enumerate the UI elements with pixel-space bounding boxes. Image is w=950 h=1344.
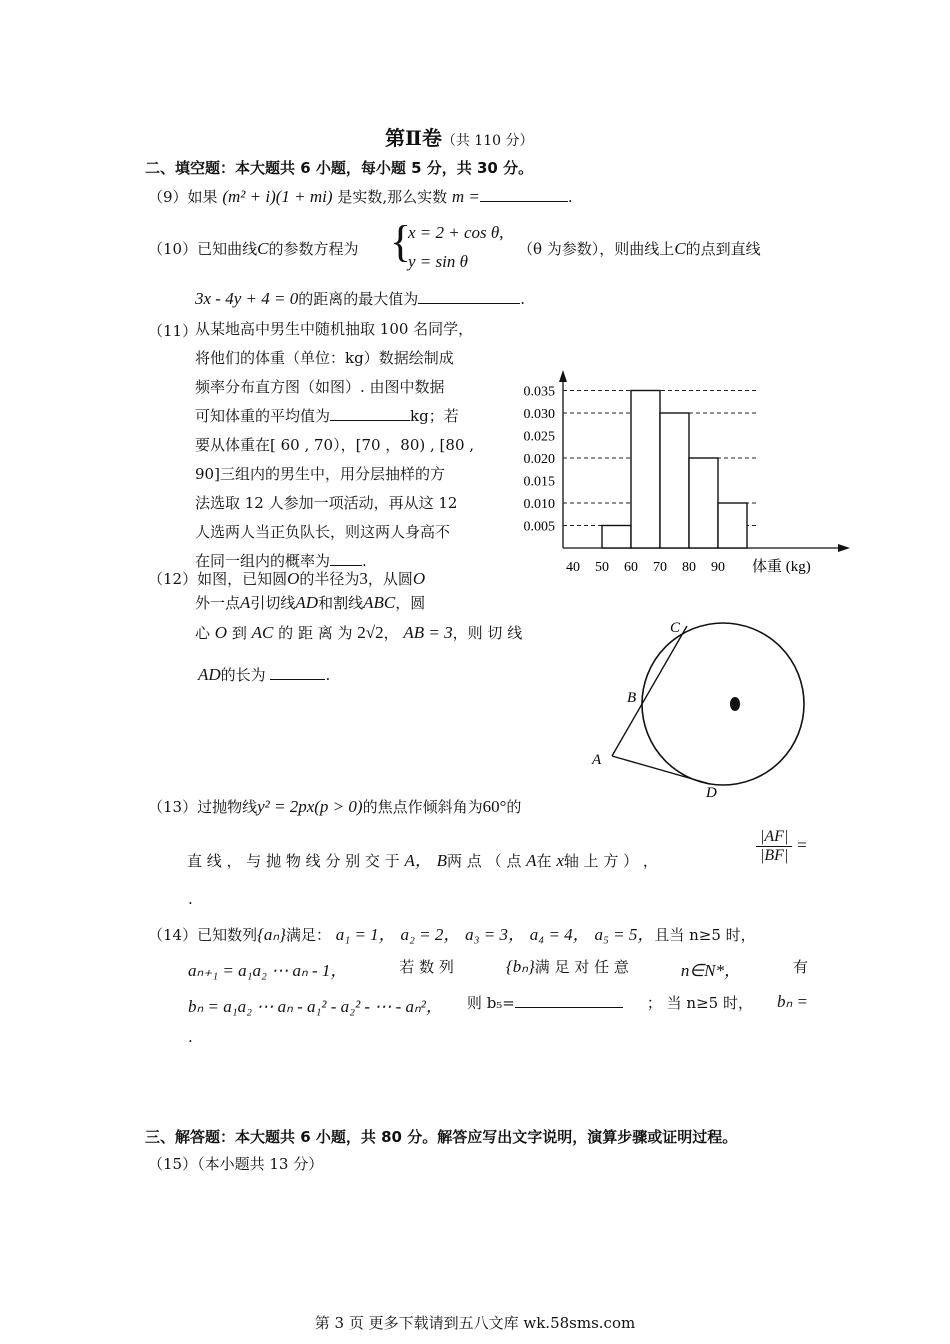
q11-line-4-text: 可知体重的平均值为	[195, 407, 331, 425]
q12-l2d: ，圆	[395, 594, 426, 612]
q13-angle: 60°	[482, 797, 507, 816]
histogram-bar-5	[718, 503, 747, 548]
q14-a1: a₁ = 1，	[335, 925, 396, 944]
x-axis-arrow	[838, 544, 850, 552]
q12-secant-abc: ABC	[363, 593, 396, 612]
q12-l2b: 引切线	[250, 594, 296, 612]
q13-text4: 两 点 （ 点	[447, 852, 522, 870]
q11-line-7: 法选取 12 人参加一项活动，再从这 12	[195, 494, 458, 512]
circle-figure	[585, 610, 815, 805]
y-tick-label-4: 0.020	[523, 452, 555, 467]
x-tick-label-3: 60	[624, 560, 638, 575]
histogram-bar-4	[689, 458, 718, 548]
q12-ab-length: AB = 3	[403, 623, 453, 642]
q13-point-a-2: A	[526, 851, 537, 870]
q11-body	[195, 315, 500, 576]
q12-end: .	[325, 666, 331, 684]
q14-text2: 满足：	[285, 926, 331, 944]
q13-text1: 过抛物线	[197, 798, 258, 816]
q11-line-6: 90]三组内的男生中，用分层抽样的方	[195, 465, 445, 483]
q11-line-4	[195, 402, 500, 431]
q11-line-8: 人选两人当正负队长，则这两人身高不	[195, 523, 451, 541]
q13-point-b: B	[436, 851, 448, 870]
q14-a2: a₂ = 2，	[400, 925, 461, 944]
q12-number: （12）	[148, 570, 198, 588]
q14-text5: 满 足 对 任 意	[534, 958, 629, 976]
page-title	[385, 122, 533, 151]
q11-number: （11）	[148, 322, 198, 340]
q12-l3d: ，	[383, 624, 399, 642]
q11-line-1: 从某地高中男生中随机抽取 100 名同学，	[195, 320, 474, 338]
q10-line2-text: 的距离的最大值为	[298, 290, 419, 308]
q14-b-definition: bₙ = a₁a₂ ⋯ aₙ - a₁² - a₂² - ⋯ - aₙ²，	[188, 997, 443, 1016]
q12-tangent-ad: AD	[295, 593, 319, 612]
q14-n-in-n: n∈N*，	[680, 961, 741, 980]
q14-sequence-a: {aₙ}	[257, 925, 286, 944]
x-tick-label-1: 40	[566, 560, 580, 575]
y-axis-arrow	[559, 370, 567, 382]
circle-o	[642, 623, 804, 785]
q14-text7: 则	[466, 994, 482, 1012]
q9-variable: m =	[451, 187, 480, 206]
q10-text4: 的点到直线	[685, 240, 761, 258]
q12-answer-blank[interactable]	[270, 665, 325, 680]
q14-b5-blank[interactable]	[515, 993, 623, 1008]
label-d: D	[706, 785, 717, 801]
q9-text2: 是实数,那么实数	[337, 188, 448, 206]
q14-number: （14）	[148, 926, 198, 944]
circle-center-dot	[730, 697, 740, 711]
q10-text2: 的参数方程为	[268, 240, 359, 258]
q14-end: .	[188, 1028, 193, 1046]
q14-text4: 若 数 列	[399, 958, 454, 976]
q10-line1-tail	[518, 238, 761, 259]
q11-end: .	[362, 552, 367, 570]
q13-text6: 轴 上 方 ） ，	[563, 852, 658, 870]
q12-line2	[195, 592, 425, 613]
q12-center-o: O	[214, 623, 228, 642]
q14-recurrence: aₙ₊₁ = a₁a₂ ⋯ aₙ - 1，	[188, 961, 348, 980]
q10-equation-x: x = 2 + cos θ,	[408, 223, 504, 242]
q10-text3: （θ 为参数），则曲线上	[518, 240, 675, 258]
q9-end: .	[567, 188, 573, 206]
q12-line-ac: AC	[251, 623, 274, 642]
section2-heading: 二、填空题：本大题共 6 小题，每小题 5 分，共 30 分。	[145, 159, 534, 177]
label-c: C	[670, 620, 681, 636]
q11-mean-blank[interactable]	[330, 406, 410, 421]
histogram-bar-2	[631, 391, 660, 549]
y-tick-label-2: 0.030	[523, 407, 555, 422]
q12-distance: 2√2	[357, 623, 384, 642]
q10-brace: {	[390, 217, 412, 266]
q12-l3a: 心	[195, 624, 211, 642]
q13-line2-text: 直 线 ， 与 抛 物 线 分 别 交 于	[187, 852, 400, 870]
title-score-note: （共 110 分）	[441, 133, 534, 149]
q9-expression: (m² + i)(1 + mi)	[222, 187, 333, 206]
q13-number: （13）	[148, 798, 198, 816]
q14-text8: ； 当 n≥5 时，	[646, 994, 753, 1012]
q10-curve-c: C	[257, 239, 269, 258]
histogram-chart	[505, 360, 855, 585]
q13-text5: 在	[536, 852, 552, 870]
q10-equation-y: y = sin θ	[408, 252, 468, 271]
q12-l2c: 和割线	[318, 594, 364, 612]
q12-l4b: 的长为	[220, 666, 266, 684]
q13-frac-denominator: |BF|	[760, 847, 789, 864]
q12-l1b: 的半径为	[299, 570, 360, 588]
q11-line-9-text: 在同一组内的概率为	[195, 552, 331, 570]
y-tick-label-5: 0.015	[523, 474, 555, 490]
x-tick-label-4: 70	[653, 560, 667, 575]
q12-radius: 3	[359, 569, 368, 588]
q13-text3: 的	[506, 798, 522, 816]
q14-text1: 已知数列	[197, 926, 258, 944]
q14-text3: 且当 n≥5 时，	[654, 926, 756, 944]
q14-bn-label: bₙ =	[776, 992, 808, 1011]
q12-ad-2: AD	[198, 665, 221, 684]
question-14	[148, 920, 756, 945]
question-13	[148, 796, 521, 817]
y-tick-label-7: 0.005	[523, 519, 555, 535]
q14-a3: a₃ = 3，	[465, 925, 526, 944]
q9-text1: 如果	[187, 188, 218, 206]
q14-sequence-b: {bₙ}	[505, 957, 535, 976]
histogram-bar-3	[660, 413, 689, 548]
page-footer: 第 3 页 更多下载请到五八文库 wk.58sms.com	[314, 1314, 636, 1332]
q12-l3e: ，则 切 线	[452, 624, 523, 642]
x-tick-label-6: 90	[711, 560, 725, 575]
q11-line-5: 要从体重在[ 60 , 70），[70 ，80) , [80 ,	[195, 436, 475, 454]
histogram-x-label: 体重 (kg)	[752, 559, 811, 575]
question-15: （15）（本小题共 13 分）	[148, 1155, 324, 1173]
q14-b5-label: b₅=	[486, 994, 515, 1012]
q12-l2a: 外一点	[195, 594, 241, 612]
q9-answer-blank[interactable]	[480, 187, 568, 202]
question-12	[148, 568, 425, 589]
question-10	[148, 238, 358, 259]
q10-line-equation: 3x - 4y + 4 = 0	[195, 289, 299, 308]
label-a: A	[592, 752, 602, 768]
q9-number: （9）	[148, 188, 188, 206]
q13-point-a: A，	[404, 851, 432, 870]
x-tick-label-2: 50	[595, 560, 609, 575]
section3-heading: 三、解答题：本大题共 6 小题，共 80 分。解答应写出文字说明，演算步骤或证明过程。	[145, 1128, 738, 1146]
q13-parabola: y² = 2px(p > 0)	[257, 797, 363, 816]
q13-line2	[187, 846, 658, 871]
q13-end: .	[188, 890, 193, 908]
q12-circle-o-2: O	[412, 569, 426, 588]
title-main: 第Ⅱ卷	[385, 126, 442, 150]
q10-end: .	[520, 290, 525, 308]
q14-line3	[188, 992, 808, 1017]
q10-answer-blank[interactable]	[418, 289, 520, 304]
q13-text2: 的焦点作倾斜角为	[362, 798, 483, 816]
q13-x-axis: x	[556, 851, 564, 870]
y-tick-label-3: 0.025	[523, 429, 555, 445]
question-9	[148, 186, 573, 207]
q12-circle-o: O	[287, 569, 300, 588]
q12-l3c: 的 距 离 为	[278, 624, 353, 642]
q12-l1a: 如图，已知圆	[197, 570, 288, 588]
tangent-line-ad	[612, 756, 710, 784]
q11-line-2: 将他们的体重（单位：kg）数据绘制成	[195, 349, 454, 367]
histogram-bar-1	[602, 526, 631, 549]
q13-frac-numerator: |AF|	[756, 828, 792, 847]
x-tick-label-5: 80	[682, 560, 696, 575]
label-b: B	[627, 690, 637, 706]
q12-l1c: ，从圆	[367, 570, 413, 588]
q10-text1: 已知曲线	[197, 240, 258, 258]
q13-equals: =	[797, 835, 807, 855]
q10-line2	[195, 288, 525, 309]
q14-line2	[188, 956, 808, 981]
y-tick-label-1: 0.035	[523, 384, 555, 400]
q10-number: （10）	[148, 240, 198, 258]
q14-a4: a₄ = 4，	[529, 925, 590, 944]
y-tick-label-6: 0.010	[523, 497, 555, 512]
q12-line4	[198, 664, 330, 685]
q11-probability-blank[interactable]	[330, 551, 362, 566]
q10-curve-c-2: C	[674, 239, 686, 258]
q13-fraction	[756, 828, 807, 865]
q12-l3b: 到	[231, 624, 247, 642]
q11-line-3: 频率分布直方图（如图）. 由图中数据	[195, 378, 445, 396]
q12-line3	[195, 622, 522, 643]
q12-point-a: A	[240, 593, 251, 612]
q14-a5: a₅ = 5，	[594, 925, 655, 944]
q11-line-4-suffix: kg；若	[410, 407, 459, 425]
q14-text6: 有	[792, 958, 808, 976]
